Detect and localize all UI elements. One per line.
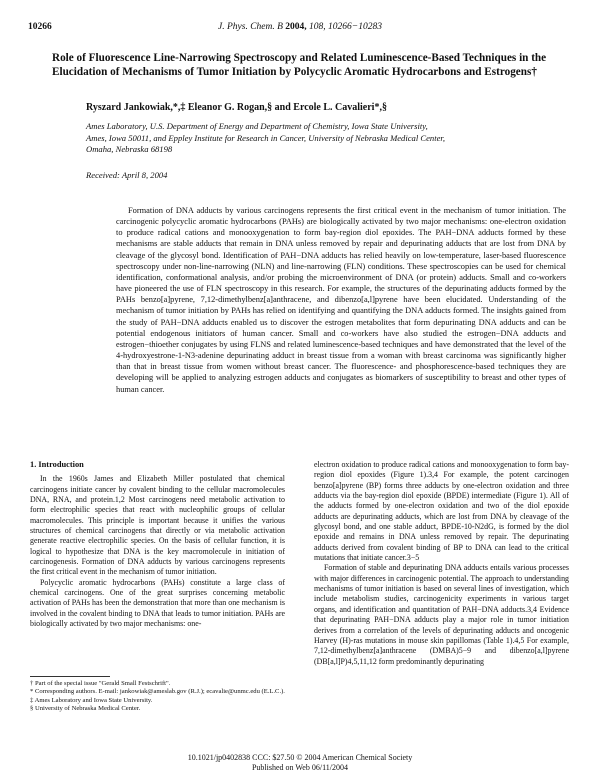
footnote-divider — [30, 676, 110, 677]
article-title: Role of Fluorescence Line-Narrowing Spectroscopy and Related Luminescence-Based Techniques in the Elucidation of Mechanisms of Tumor Initiation by Polycyclic Aromatic Hydrocarbons and Estrogens† — [52, 52, 547, 78]
journal-volume-pages: 108, 10266−10283 — [309, 22, 382, 32]
publication-date: Published on Web 06/11/2004 — [251, 762, 349, 772]
page-number: 10266 — [28, 22, 52, 32]
running-header — [28, 22, 572, 36]
footnote: ‡ Ames Laboratory and Iowa State University. — [30, 696, 153, 704]
section-heading: 1. Introduction — [30, 460, 84, 469]
abstract — [116, 205, 566, 395]
footnote: † Part of the special issue "Gerald Small Festschrift". — [30, 680, 171, 687]
footnote: § University of Nebraska Medical Center. — [30, 704, 141, 712]
left-column — [30, 460, 285, 630]
journal-name: J. Phys. Chem. B — [218, 22, 283, 32]
affiliation-block — [86, 121, 566, 156]
doi-copyright: 10.1021/jp0402838 CCC: $27.50 © 2004 American Chemical Society — [187, 753, 413, 762]
journal-citation — [28, 22, 572, 32]
right-column — [314, 460, 569, 667]
body-paragraph: electron oxidation to produce radical cations and monooxygenation to form bay-region diol epoxides (Figure 1).3,4 For example, the potent carcinogen benzo[a]pyrene (BP) forms three adducts by one-electron oxidation and three adducts via the bay-region diol epoxide (BPDE) intermediate (Figure 1). All of the adducts formed by one-electron oxidation and two of the diol epoxide adducts are depurinating adducts, which are lost from DNA by cleavage of the glycosyl bond, and one stable adduct, BPDE-10-N2dG, is formed by the diol epoxide and remains in DNA unless removed by repair. The depurinating adducts derived from covalent binding of BP to DNA can lead to the critical mutations that initiate cancer.3−5 — [314, 460, 569, 563]
received-date: Received: April 8, 2004 — [86, 170, 168, 180]
author-list: Ryszard Jankowiak,*,‡ Eleanor G. Rogan,§ and Ercole L. Cavalieri*,§ — [86, 102, 387, 113]
footnote: * Corresponding authors. E-mail: jankowiak@ameslab.gov (R.J.); ecavalie@unmc.edu (E.L.C.). — [30, 688, 285, 696]
footnotes — [30, 680, 290, 713]
affiliation-line: Ames, Iowa 50011, and Eppley Institute for Research in Cancer, University of Nebraska Medical Center, — [86, 132, 445, 143]
affiliation-line: Omaha, Nebraska 68198 — [86, 144, 173, 154]
body-paragraph: Formation of stable and depurinating DNA adducts entails various processes with major differences in carcinogenic potential. The approach to understanding mechanisms of tumor initiation is based on several lines of investigation, which include metabolism studies, carcinogenicity experiments in various target organs, and identification and quantitation of PAH−DNA adducts.3,4 Evidence that depurinating PAH−DNA adducts play a major role in tumor initiation derives from a correlation of the levels of depurinating adducts and oncogenic Harvey (H)-ras mutations in mouse skin papillomas (Table 1).4,5 For example, 7,12-dimethylbenz[a]anthracene (DMBA)5−9 and dibenzo[a,l]pyrene (DB[a,l]P)4,5,11,12 form predominantly depurinating — [314, 563, 569, 666]
abstract-text: Formation of DNA adducts by various carcinogens represents the first critical event in the mechanism of tumor initiation. The carcinogenic polycyclic aromatic hydrocarbons (PAHs) are biologically activated by two major mechanisms: one-electron oxidation to produce radical cations and monooxygenation to form bay-region diol epoxides. The PAH−DNA adducts formed by these mechanisms are stable adducts that remain in DNA unless removed by repair and depurinating adducts that are lost from DNA by cleavage of the glycosyl bond. Identification of PAH−DNA adducts has relied heavily on low-temperature, laser-based fluorescence spectroscopy under non-line-narrowing (NLN) and line-narrowing (FLN) conditions. These spectroscopies can be used for chemical identification, conformational analysis, and/or probing the microenvironment of DNA (or protein) adducts. Small and co-workers have pioneered the use of FLN spectroscopy in this research. For example, the structures of the depurinating adducts formed by the PAHs benzo[a]pyrene, 7,12-dimethylbenz[a]anthracene, and dibenzo[a,l]pyrene have been elucidated. Understanding of the mechanism of tumor initiation by PAHs has relied on identifying and quantifying the DNA adducts formed. The insights gained from the study of PAH−DNA adducts enabled us to discover the estrogen metabolites that form depurinating DNA adducts and can be potential endogenous initiators of human cancer. Small and co-workers have also studied the estrogen−DNA adducts and estrogen−thioether conjugates by using FLNS and related luminescence-based techniques and have demonstrated that the level of the 4-hydroxyestrone-1-N3-adenine depurinating adduct in breast tissue from a woman with breast carcinoma was significantly higher than that in breast tissue from women without breast cancer. The fluorescence- and phosphorescence-based techniques they are developing will be applied to analyzing estrogen adducts and conjugates as biomarkers of susceptibility to breast and other types of human cancer. — [116, 206, 566, 394]
page-footer — [0, 753, 600, 772]
affiliation-line: Ames Laboratory, U.S. Department of Energy and Department of Chemistry, Iowa State University, — [86, 121, 428, 131]
body-paragraph: In the 1960s James and Elizabeth Miller postulated that chemical carcinogens initiate cancer by covalent binding to the cellular macromolecules DNA, RNA, and protein.1,2 Most carcinogens need metabolic activation to form electrophilic species that react with nucleophilic groups of cellular macromolecules. This principle is important because it unifies the various structures of chemical carcinogens that directly or via metabolic activation generate reactive electrophilic species. On the basis of cellular function, it is logical to hypothesize that DNA is the key macromolecule in initiation of carcinogenesis. Formation of DNA adducts by various carcinogens represents the first critical event in the mechanism of tumor initiation. — [30, 474, 285, 577]
journal-year: 2004, — [285, 22, 307, 32]
body-paragraph: Polycyclic aromatic hydrocarbons (PAHs) constitute a large class of chemical carcinogens. One of the great surprises concerning metabolic activation of PAHs has been the demonstration that more than one mechanism is involved in the covalent binding to DNA that leads to tumor initiation. PAHs are biologically activated by two major mechanisms: one- — [30, 577, 285, 629]
